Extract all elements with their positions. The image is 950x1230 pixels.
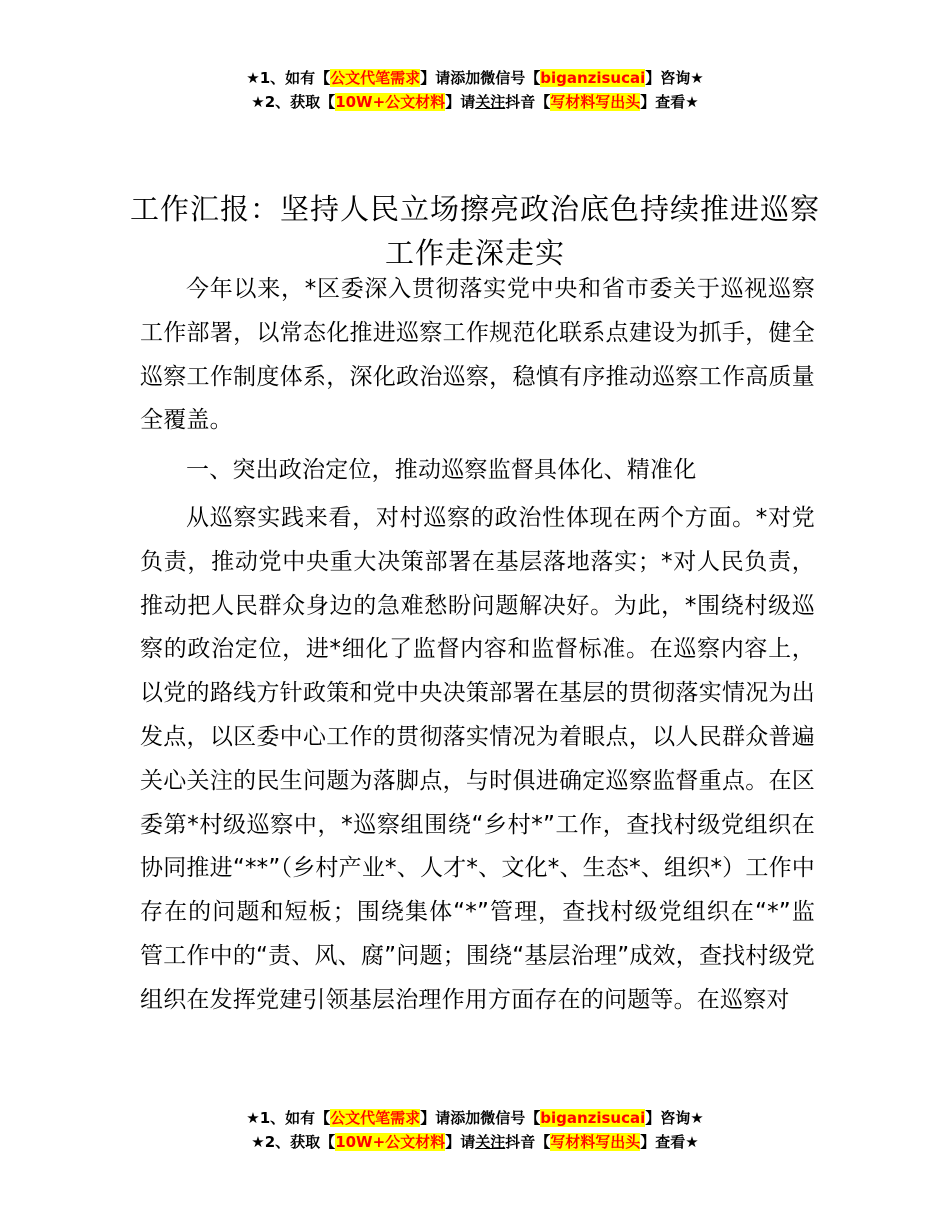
banner-text: 】请 xyxy=(445,93,476,111)
banner-underline: 关注 xyxy=(475,93,506,111)
banner-text: 】查看★ xyxy=(640,1133,699,1151)
banner-highlight-douyin: 写材料写出头 xyxy=(550,93,641,111)
footer-banner xyxy=(0,1106,950,1154)
banner-text: 抖音【 xyxy=(505,1133,551,1151)
paragraph-body: 从巡察实践来看，对村巡察的政治性体现在两个方面。*对党负责，推动党中央重大决策部署在基层落地落实；*对人民负责，推动把人民群众身边的急难愁盼问题解决好。为此，*围绕村级巡察的政治定位，进*细化了监督内容和监督标准。在巡察内容上，以党的路线方针政策和党中央决策部署在基层的贯彻落实情况为出发点，以区委中心工作的贯彻落实情况为着眼点，以人民群众普遍关心关注的民生问题为落脚点，与时俱进确定巡察监督重点。在区委第*村级巡察中，*巡察组围绕“乡村*”工作，查找村级党组织在协同推进“**”（乡村产业*、人才*、文化*、生态*、组织*）工作中存在的问题和短板；围绕集体“*”管理，查找村级党组织在“*”监管工作中的“责、风、腐”问题；围绕“基层治理”成效，查找村级党组织在发挥党建引领基层治理作用方面存在的问题等。在巡察对 xyxy=(140,504,815,1013)
banner-highlight-wechat: biganzisucai xyxy=(540,69,646,87)
banner-text: 】查看★ xyxy=(640,93,699,111)
banner-highlight: 10W+公文材料 xyxy=(335,1133,446,1151)
header-banner xyxy=(0,66,950,114)
banner-text: 】请 xyxy=(445,1133,476,1151)
banner-text: ★1、如有【 xyxy=(246,69,331,87)
banner-text: ★1、如有【 xyxy=(246,1109,331,1127)
banner-text: 】咨询★ xyxy=(645,69,704,87)
banner-text: ★2、获取【 xyxy=(251,93,336,111)
banner-line-1 xyxy=(0,1106,950,1130)
banner-line-1 xyxy=(0,66,950,90)
banner-highlight-wechat: biganzisucai xyxy=(540,1109,646,1127)
banner-text: 】请添加微信号【 xyxy=(420,1109,541,1127)
document-body xyxy=(140,268,815,1023)
banner-line-2 xyxy=(0,1130,950,1154)
banner-text: 抖音【 xyxy=(505,93,551,111)
paragraph-intro: 今年以来，*区委深入贯彻落实党中央和省市委关于巡视巡察工作部署，以常态化推进巡察工作规范化联系点建设为抓手，健全巡察工作制度体系，深化政治巡察，稳慎有序推动巡察工作高质量全覆盖。 xyxy=(140,276,815,434)
document-title: 工作汇报：坚持人民立场擦亮政治底色持续推进巡察工作走深走实 xyxy=(129,192,820,271)
section-heading: 一、突出政治定位，推动巡察监督具体化、精准化 xyxy=(186,457,697,484)
banner-highlight: 公文代笔需求 xyxy=(330,69,421,87)
banner-text: ★2、获取【 xyxy=(251,1133,336,1151)
banner-line-2 xyxy=(0,90,950,114)
banner-highlight: 公文代笔需求 xyxy=(330,1109,421,1127)
banner-highlight: 10W+公文材料 xyxy=(335,93,446,111)
banner-text: 】请添加微信号【 xyxy=(420,69,541,87)
banner-underline: 关注 xyxy=(475,1133,506,1151)
banner-text: 】咨询★ xyxy=(645,1109,704,1127)
banner-highlight-douyin: 写材料写出头 xyxy=(550,1133,641,1151)
